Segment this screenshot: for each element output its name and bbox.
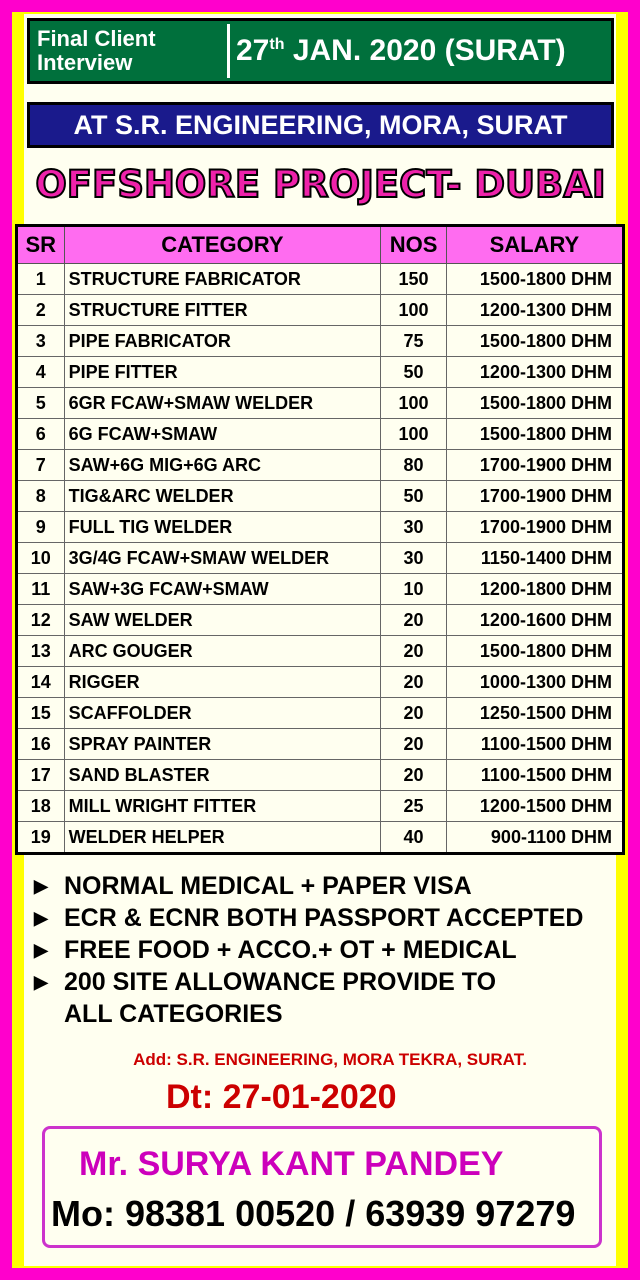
row-nos: 20 [381, 636, 447, 667]
table-row [17, 822, 624, 854]
row-salary: 1100-1500 DHM [446, 729, 623, 760]
table-row [17, 636, 624, 667]
date-rest: JAN. 2020 (SURAT) [292, 34, 566, 67]
row-category: SAW+3G FCAW+SMAW [64, 574, 381, 605]
date-line: Dt: 27-01-2020 [166, 1078, 397, 1116]
row-sr: 6 [17, 419, 65, 450]
table-row [17, 667, 624, 698]
table-row [17, 295, 624, 326]
table-row [17, 481, 624, 512]
table-row [17, 543, 624, 574]
row-salary: 1700-1900 DHM [446, 481, 623, 512]
row-category: 6GR FCAW+SMAW WELDER [64, 388, 381, 419]
triangle-right-icon: ▶ [34, 908, 48, 928]
row-category: SPRAY PAINTER [64, 729, 381, 760]
table-row [17, 326, 624, 357]
triangle-right-icon: ▶ [34, 972, 48, 992]
row-salary: 1500-1800 DHM [446, 326, 623, 357]
address-line: Add: S.R. ENGINEERING, MORA TEKRA, SURAT. [133, 1050, 527, 1069]
triangle-right-icon: ▶ [34, 876, 48, 896]
row-salary: 1500-1800 DHM [446, 636, 623, 667]
row-sr: 15 [17, 698, 65, 729]
row-nos: 20 [381, 605, 447, 636]
table-row [17, 388, 624, 419]
row-sr: 3 [17, 326, 65, 357]
row-sr: 2 [17, 295, 65, 326]
benefit-item [34, 966, 624, 998]
benefit-text: 200 SITE ALLOWANCE PROVIDE TO [64, 968, 497, 996]
row-nos: 20 [381, 729, 447, 760]
row-nos: 30 [381, 512, 447, 543]
table-row [17, 729, 624, 760]
row-category: SAW WELDER [64, 605, 381, 636]
row-salary: 1000-1300 DHM [446, 667, 623, 698]
row-category: TIG&ARC WELDER [64, 481, 381, 512]
row-salary: 1200-1600 DHM [446, 605, 623, 636]
table-row [17, 419, 624, 450]
benefit-item [34, 902, 624, 934]
row-salary: 1500-1800 DHM [446, 264, 623, 295]
column-header-nos: NOS [381, 226, 447, 264]
row-category: RIGGER [64, 667, 381, 698]
row-sr: 10 [17, 543, 65, 574]
interview-date [230, 34, 611, 68]
benefit-text: NORMAL MEDICAL + PAPER VISA [64, 872, 472, 900]
column-header-salary: SALARY [446, 226, 623, 264]
date-suffix: th [269, 36, 285, 53]
row-sr: 18 [17, 791, 65, 822]
table-row [17, 574, 624, 605]
row-nos: 150 [381, 264, 447, 295]
contact-mobile[interactable]: Mo: 98381 00520 / 63939 97279 [51, 1193, 576, 1234]
row-nos: 50 [381, 481, 447, 512]
job-table [15, 224, 625, 855]
table-row [17, 605, 624, 636]
table-row [17, 357, 624, 388]
row-category: PIPE FABRICATOR [64, 326, 381, 357]
row-sr: 9 [17, 512, 65, 543]
table-header-row [17, 226, 624, 264]
table-row [17, 512, 624, 543]
row-nos: 75 [381, 326, 447, 357]
row-sr: 17 [17, 760, 65, 791]
row-nos: 30 [381, 543, 447, 574]
benefit-item [34, 870, 624, 902]
row-category: STRUCTURE FABRICATOR [64, 264, 381, 295]
row-nos: 100 [381, 295, 447, 326]
row-sr: 4 [17, 357, 65, 388]
row-category: PIPE FITTER [64, 357, 381, 388]
row-sr: 1 [17, 264, 65, 295]
row-category: SAW+6G MIG+6G ARC [64, 450, 381, 481]
row-sr: 7 [17, 450, 65, 481]
row-category: 3G/4G FCAW+SMAW WELDER [64, 543, 381, 574]
contact-box [42, 1126, 602, 1248]
row-nos: 50 [381, 357, 447, 388]
benefit-continuation: ALL CATEGORIES [64, 1000, 283, 1028]
interview-type [30, 27, 227, 75]
row-category: STRUCTURE FITTER [64, 295, 381, 326]
interview-type-line1: Final Client [37, 26, 156, 51]
row-salary: 1700-1900 DHM [446, 512, 623, 543]
row-nos: 40 [381, 822, 447, 854]
table-body [17, 264, 624, 854]
table-row [17, 450, 624, 481]
row-nos: 10 [381, 574, 447, 605]
interview-type-line2: Interview [37, 50, 133, 75]
row-salary: 1500-1800 DHM [446, 419, 623, 450]
row-salary: 1150-1400 DHM [446, 543, 623, 574]
row-category: 6G FCAW+SMAW [64, 419, 381, 450]
column-header-sr: SR [17, 226, 65, 264]
contact-name: Mr. SURYA KANT PANDEY [79, 1145, 504, 1183]
row-nos: 100 [381, 388, 447, 419]
benefit-item [34, 934, 624, 966]
column-header-category: CATEGORY [64, 226, 381, 264]
row-category: SCAFFOLDER [64, 698, 381, 729]
row-salary: 1200-1300 DHM [446, 295, 623, 326]
row-sr: 13 [17, 636, 65, 667]
benefits-list [34, 870, 624, 1030]
row-sr: 8 [17, 481, 65, 512]
row-salary: 900-1100 DHM [446, 822, 623, 854]
benefit-text: ECR & ECNR BOTH PASSPORT ACCEPTED [64, 904, 584, 932]
row-salary: 1200-1500 DHM [446, 791, 623, 822]
project-title: OFFSHORE PROJECT- DUBAI [35, 163, 606, 206]
row-sr: 12 [17, 605, 65, 636]
row-salary: 1700-1900 DHM [446, 450, 623, 481]
row-salary: 1200-1800 DHM [446, 574, 623, 605]
row-nos: 20 [381, 698, 447, 729]
benefit-text: FREE FOOD + ACCO.+ OT + MEDICAL [64, 936, 517, 964]
row-nos: 80 [381, 450, 447, 481]
row-salary: 1100-1500 DHM [446, 760, 623, 791]
row-sr: 14 [17, 667, 65, 698]
interview-header [27, 18, 614, 84]
table-row [17, 698, 624, 729]
date-day: 27 [236, 34, 270, 67]
table-row [17, 791, 624, 822]
row-salary: 1200-1300 DHM [446, 357, 623, 388]
venue-banner: AT S.R. ENGINEERING, MORA, SURAT [27, 102, 614, 148]
row-nos: 25 [381, 791, 447, 822]
row-category: FULL TIG WELDER [64, 512, 381, 543]
triangle-right-icon: ▶ [34, 940, 48, 960]
row-sr: 11 [17, 574, 65, 605]
row-category: WELDER HELPER [64, 822, 381, 854]
row-category: ARC GOUGER [64, 636, 381, 667]
row-sr: 16 [17, 729, 65, 760]
row-sr: 5 [17, 388, 65, 419]
row-category: MILL WRIGHT FITTER [64, 791, 381, 822]
table-row [17, 760, 624, 791]
row-sr: 19 [17, 822, 65, 854]
row-salary: 1250-1500 DHM [446, 698, 623, 729]
row-nos: 20 [381, 667, 447, 698]
row-nos: 100 [381, 419, 447, 450]
row-nos: 20 [381, 760, 447, 791]
table-row [17, 264, 624, 295]
row-category: SAND BLASTER [64, 760, 381, 791]
row-salary: 1500-1800 DHM [446, 388, 623, 419]
